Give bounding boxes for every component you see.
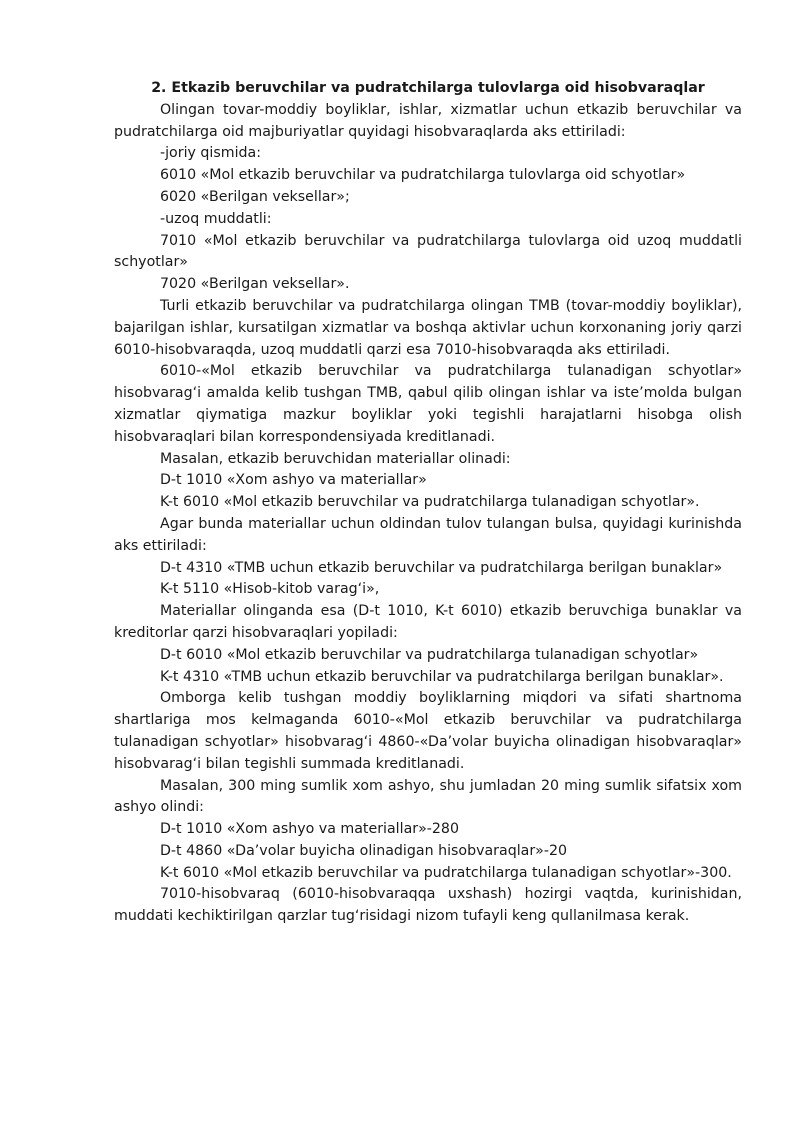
paragraph: 6020 «Berilgan veksellar»;	[160, 188, 350, 205]
paragraph: K-t 5110 «Hisob-kitob varag‘i»,	[160, 581, 380, 598]
document-page	[114, 78, 742, 928]
paragraph: Materiallar olinganda esa (D-t 1010, K-t 6010) etkazib beruvchiga bunaklar va kreditorlar qarzi hisobvaraqlari yopiladi:	[114, 603, 742, 641]
paragraph: Masalan, 300 ming sumlik xom ashyo, shu jumladan 20 ming sumlik sifatsix xom ashyo olindi:	[114, 777, 742, 816]
paragraph: Turli etkazib beruvchilar va pudratchilarga olingan TMB (tovar-moddiy boyliklar), bajarilgan ishlar, kursatilgan xizmatlar va boshqa aktivlar uchun korxonaning joriy qarzi 6010-hisobvaraqda, uzoq muddatli qarzi esa 7010-hisobvaraqda aks ettiriladi.	[114, 297, 742, 358]
paragraph: 7010-hisobvaraq (6010-hisobvaraqqa uxshash) hozirgi vaqtda, kurinishidan, muddati kechiktirilgan qarzlar tug‘risidagi nizom tufayli keng qullanilmasa kerak.	[114, 886, 742, 925]
paragraph: D-t 6010 «Mol etkazib beruvchilar va pudratchilarga tulanadigan schyotlar»	[160, 646, 699, 663]
section-heading: 2. Etkazib beruvchilar va pudratchilarga tulovlarga oid hisobvaraqlar	[151, 80, 705, 96]
paragraph: Masalan, etkazib beruvchidan materiallar olinadi:	[160, 450, 511, 467]
paragraph: -joriy qismida:	[160, 145, 262, 162]
paragraph: K-t 6010 «Mol etkazib beruvchilar va pudratchilarga tulanadigan schyotlar».	[160, 494, 700, 511]
paragraph: K-t 6010 «Mol etkazib beruvchilar va pudratchilarga tulanadigan schyotlar»-300.	[160, 864, 732, 881]
paragraph: 6010 «Mol etkazib beruvchilar va pudratchilarga tulovlarga oid schyotlar»	[160, 167, 686, 184]
paragraph: -uzoq muddatli:	[160, 210, 272, 227]
paragraph: Agar bunda materiallar uchun oldindan tulov tulangan bulsa, quyidagi kurinishda aks ettiriladi:	[114, 515, 742, 554]
paragraph: K-t 4310 «TMB uchun etkazib beruvchilar va pudratchilarga berilgan bunaklar».	[160, 668, 724, 685]
paragraph: Olingan tovar-moddiy boyliklar, ishlar, xizmatlar uchun etkazib beruvchilar va pudratchilarga oid majburiyatlar quyidagi hisobvaraqlarda aks ettiriladi:	[114, 101, 742, 140]
paragraph: D-t 4310 «TMB uchun etkazib beruvchilar va pudratchilarga berilgan bunaklar»	[160, 559, 723, 576]
paragraph: Omborga kelib tushgan moddiy boyliklarning miqdori va sifati shartnoma shartlariga mos kelmaganda 6010-«Mol etkazib beruvchilar va pudratchilarga tulanadigan schyotlar» hisobvarag‘i 4860-«Da’volar buyicha olinadigan hisobvaraqlar» hisobvarag‘i bilan tegishli summada kreditlanadi.	[114, 690, 742, 772]
paragraph: 7010 «Mol etkazib beruvchilar va pudratchilarga tulovlarga oid uzoq muddatli schyotlar»	[114, 232, 742, 271]
paragraph: D-t 4860 «Da’volar buyicha olinadigan hisobvaraqlar»-20	[160, 842, 568, 859]
paragraph: D-t 1010 «Xom ashyo va materiallar»-280	[160, 821, 459, 838]
paragraph: D-t 1010 «Xom ashyo va materiallar»	[160, 472, 427, 489]
paragraph: 6010-«Mol etkazib beruvchilar va pudratchilarga tulanadigan schyotlar» hisobvarag‘i amalda kelib tushgan TMB, qabul qilib olingan ishlar va iste’molda bulgan xizmatlar qiymatiga mazkur boyliklar yoki tegishli harajatlarni hisobga olish hisobvaraqlari bilan korrespondensiyada kreditlanadi.	[114, 363, 742, 445]
paragraph: 7020 «Berilgan veksellar».	[160, 276, 350, 293]
